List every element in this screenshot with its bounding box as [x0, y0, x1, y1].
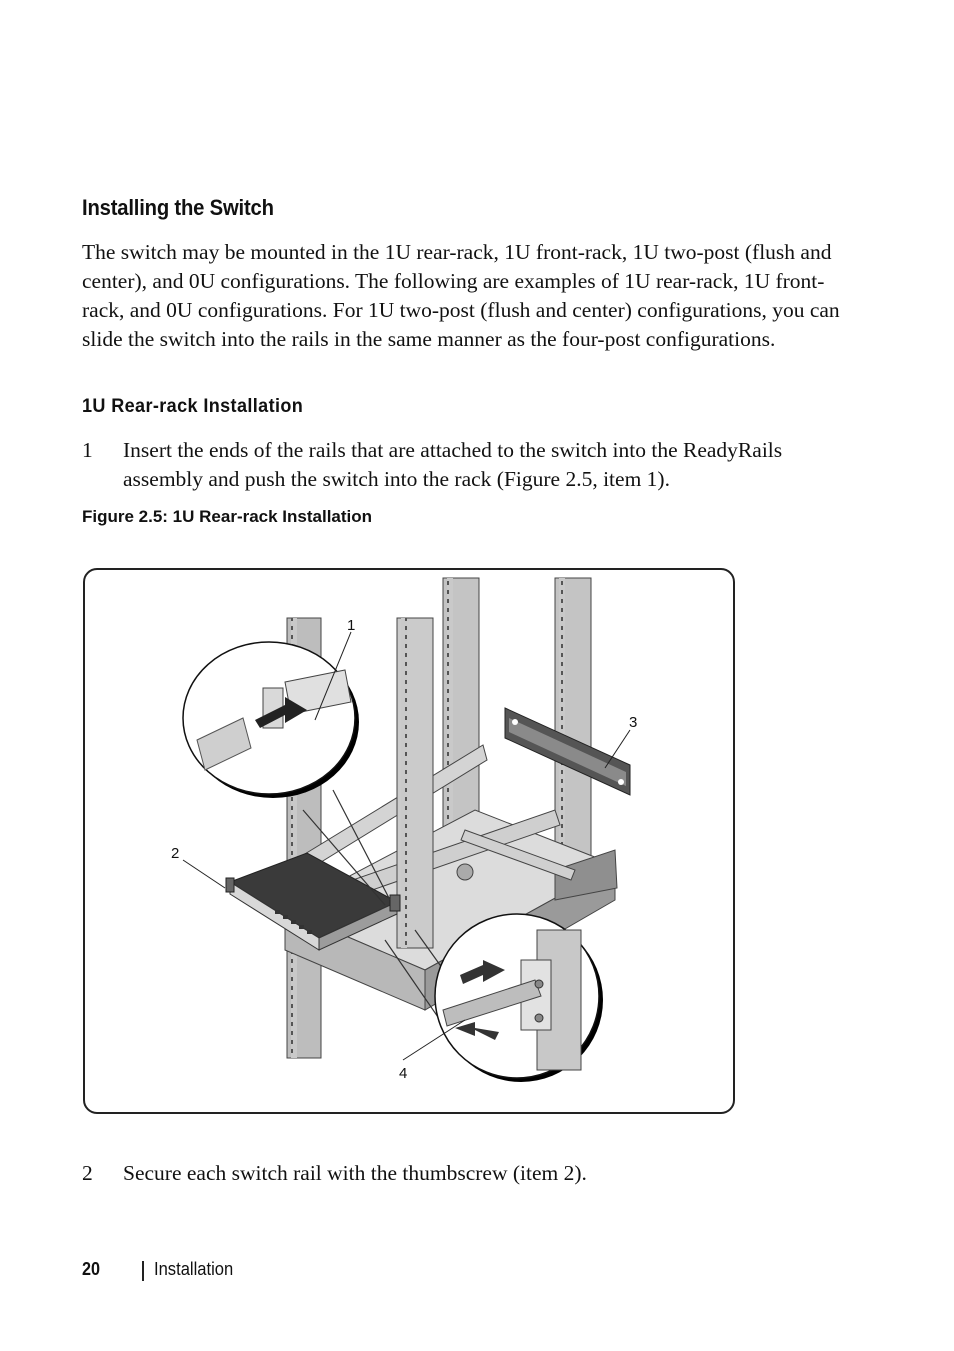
- step-text: Secure each switch rail with the thumbscrew (item 2).: [123, 1161, 587, 1185]
- step-text: Insert the ends of the rails that are attached to the switch into the ReadyRails assembly and push the switch into the rack (Figure 2.5, item 1).: [123, 438, 783, 491]
- intro-paragraph: The switch may be mounted in the 1U rear-rack, 1U front-rack, 1U two-post (flush and center), and 0U configurations. The following are examples of 1U rear-rack, 1U front-rack, and 0U configurations. For 1U two-post (flush and center) configurations, you can slide the switch into the rails in the same manner as the four-post configurations.: [82, 240, 840, 351]
- step-item: [82, 1159, 882, 1189]
- detail-circle-top: [183, 642, 359, 798]
- footer-section-name: Installation: [154, 1259, 234, 1279]
- callout-3: 3: [629, 714, 638, 731]
- section-heading: Installing the Switch: [82, 195, 274, 220]
- step-number: 2: [82, 1161, 93, 1185]
- step-number: 1: [82, 438, 93, 462]
- rack-installation-figure: [83, 568, 735, 1114]
- page-number: 20: [82, 1259, 101, 1279]
- step-item: [82, 436, 882, 496]
- callout-2: 2: [171, 845, 180, 862]
- figure-caption: Figure 2.5: 1U Rear-rack Installation: [82, 507, 373, 526]
- rack-illustration: [85, 570, 737, 1116]
- subsection-heading: 1U Rear-rack Installation: [82, 396, 304, 417]
- detail-circle-bottom: [435, 914, 603, 1082]
- footer-divider: [142, 1261, 144, 1281]
- rack-front-post: [397, 618, 433, 948]
- callout-1: 1: [347, 617, 356, 634]
- callout-4: 4: [399, 1065, 408, 1082]
